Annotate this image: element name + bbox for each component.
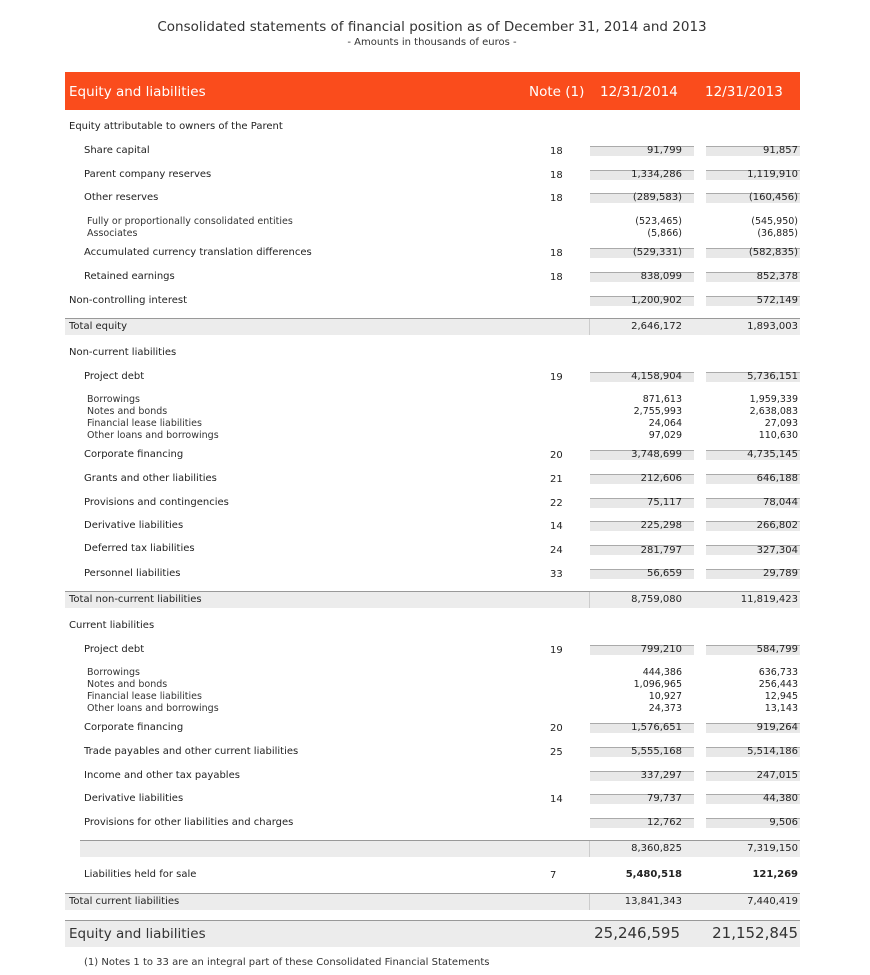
value-2014: 8,759,080	[631, 594, 682, 605]
row-note: 19	[550, 372, 563, 383]
sub-items-2013: 636,733 256,443 12,945 13,143	[758, 667, 798, 714]
value-2013: 646,188	[756, 473, 798, 484]
value-2013: 584,799	[756, 644, 798, 655]
header-col-2013: 12/31/2013	[705, 84, 783, 100]
value-2014: 3,748,699	[631, 449, 682, 460]
row-label-retained-earnings: Retained earnings	[84, 271, 175, 282]
row-note: 7	[550, 870, 557, 881]
value-2013: 852,378	[756, 271, 798, 282]
value-2013: 4,735,145	[747, 449, 798, 460]
value-2014: 5,480,518	[625, 869, 682, 880]
value-2014: 225,298	[640, 520, 682, 531]
value-2014: 838,099	[640, 271, 682, 282]
sub-items-2013: 1,959,339 2,638,083 27,093 110,630	[749, 394, 798, 441]
row-label-total-non-current: Total non-current liabilities	[69, 594, 202, 605]
sub-items-2014: (523,465) (5,866)	[635, 216, 682, 239]
value-2014: 79,737	[647, 793, 682, 804]
value-2014: 4,158,904	[631, 371, 682, 382]
value-2013: 919,264	[756, 722, 798, 733]
value-2014: (289,583)	[632, 192, 682, 203]
row-note: 18	[550, 248, 563, 259]
row-label-nci: Non-controlling interest	[69, 295, 187, 306]
value-2013: 11,819,423	[740, 594, 798, 605]
row-note: 24	[550, 545, 563, 556]
sub-items-labels: Fully or proportionally consolidated entities Associates	[87, 216, 293, 239]
row-note: 18	[550, 170, 563, 181]
value-2013: 78,044	[763, 497, 798, 508]
value-2014: 13,841,343	[624, 896, 682, 907]
grand-total-2013: 21,152,845	[712, 924, 798, 942]
row-label-currency-diff: Accumulated currency translation differences	[84, 247, 312, 258]
row-label-other-reserves: Other reserves	[84, 192, 159, 203]
value-2014: 1,576,651	[631, 722, 682, 733]
value-2014: 56,659	[647, 568, 682, 579]
sub-items-2014: 871,613 2,755,993 24,064 97,029	[633, 394, 682, 441]
value-2013: 5,736,151	[747, 371, 798, 382]
value-2014: 2,646,172	[631, 321, 682, 332]
value-2014: 1,334,286	[631, 169, 682, 180]
row-label-held-for-sale: Liabilities held for sale	[84, 869, 197, 880]
row-label-total-equity: Total equity	[69, 321, 127, 332]
value-2013: 1,119,910	[747, 169, 798, 180]
row-note: 19	[550, 645, 563, 656]
value-2013: 247,015	[756, 770, 798, 781]
value-2013: 572,149	[756, 295, 798, 306]
value-2013: 7,440,419	[747, 896, 798, 907]
row-label-project-debt: Project debt	[84, 371, 145, 382]
row-note: 33	[550, 569, 563, 580]
row-label-grants: Grants and other liabilities	[84, 473, 217, 484]
row-label-provisions: Provisions and contingencies	[84, 497, 229, 508]
row-label-corporate-financing: Corporate financing	[84, 449, 184, 460]
row-note: 21	[550, 474, 563, 485]
value-2014: 12,762	[647, 817, 682, 828]
row-note: 22	[550, 498, 563, 509]
subtotal-band	[80, 840, 800, 857]
section-non-current: Non-current liabilities	[69, 347, 177, 358]
row-label-derivative-liabilities: Derivative liabilities	[84, 520, 184, 531]
value-2013: 121,269	[752, 869, 798, 880]
row-label-share-capital: Share capital	[84, 145, 150, 156]
value-2013: 1,893,003	[747, 321, 798, 332]
row-note: 18	[550, 146, 563, 157]
footnote: (1) Notes 1 to 33 are an integral part of these Consolidated Financial Statements	[84, 957, 490, 968]
grand-total-label: Equity and liabilities	[69, 926, 206, 942]
value-2014: 337,297	[640, 770, 682, 781]
row-note: 18	[550, 272, 563, 283]
row-note: 18	[550, 193, 563, 204]
sub-items-2014: 444,386 1,096,965 10,927 24,373	[633, 667, 682, 714]
row-label-total-current: Total current liabilities	[69, 896, 180, 907]
row-label-trade-payables: Trade payables and other current liabilities	[84, 746, 299, 757]
table-header	[65, 72, 800, 110]
grand-total-2014: 25,246,595	[594, 924, 680, 942]
section-equity-parent: Equity attributable to owners of the Parent	[69, 121, 283, 132]
row-label-income-tax: Income and other tax payables	[84, 770, 240, 781]
value-2013: 29,789	[763, 568, 798, 579]
subtotal-2014: 8,360,825	[631, 843, 682, 854]
page-subtitle: - Amounts in thousands of euros -	[347, 37, 517, 48]
row-note: 20	[550, 450, 563, 461]
value-2013: 5,514,186	[747, 746, 798, 757]
sub-items-labels: Borrowings Notes and bonds Financial lease liabilities Other loans and borrowings	[87, 394, 219, 441]
value-2014: 1,200,902	[631, 295, 682, 306]
value-2014: 799,210	[640, 644, 682, 655]
value-2014: 281,797	[640, 545, 682, 556]
row-note: 20	[550, 723, 563, 734]
row-label-personnel: Personnel liabilities	[84, 568, 181, 579]
header-label: Equity and liabilities	[69, 84, 206, 100]
value-2013: 266,802	[756, 520, 798, 531]
value-2014: 91,799	[647, 145, 682, 156]
value-2014: 5,555,168	[631, 746, 682, 757]
row-label-project-debt: Project debt	[84, 644, 145, 655]
sub-items-labels: Borrowings Notes and bonds Financial lease liabilities Other loans and borrowings	[87, 667, 219, 714]
section-current: Current liabilities	[69, 620, 155, 631]
value-2013: 44,380	[763, 793, 798, 804]
row-label-deferred-tax: Deferred tax liabilities	[84, 543, 195, 554]
row-label-corporate-financing: Corporate financing	[84, 722, 184, 733]
value-2013: (160,456)	[748, 192, 798, 203]
row-note: 25	[550, 747, 563, 758]
total-band	[65, 318, 800, 335]
subtotal-2013: 7,319,150	[747, 843, 798, 854]
value-2013: 91,857	[763, 145, 798, 156]
value-2014: (529,331)	[632, 247, 682, 258]
row-label-provisions-other: Provisions for other liabilities and charges	[84, 817, 294, 828]
value-2013: 9,506	[769, 817, 798, 828]
value-2013: (582,835)	[748, 247, 798, 258]
value-2014: 75,117	[647, 497, 682, 508]
row-label-parent-reserves: Parent company reserves	[84, 169, 212, 180]
sub-items-2013: (545,950) (36,885)	[751, 216, 798, 239]
value-2013: 327,304	[756, 545, 798, 556]
value-2014: 212,606	[640, 473, 682, 484]
header-note: Note (1)	[529, 84, 585, 100]
row-note: 14	[550, 794, 563, 805]
page-title: Consolidated statements of financial position as of December 31, 2014 and 2013	[157, 19, 707, 35]
row-note: 14	[550, 521, 563, 532]
row-label-derivative-liabilities: Derivative liabilities	[84, 793, 184, 804]
header-col-2014: 12/31/2014	[600, 84, 678, 100]
